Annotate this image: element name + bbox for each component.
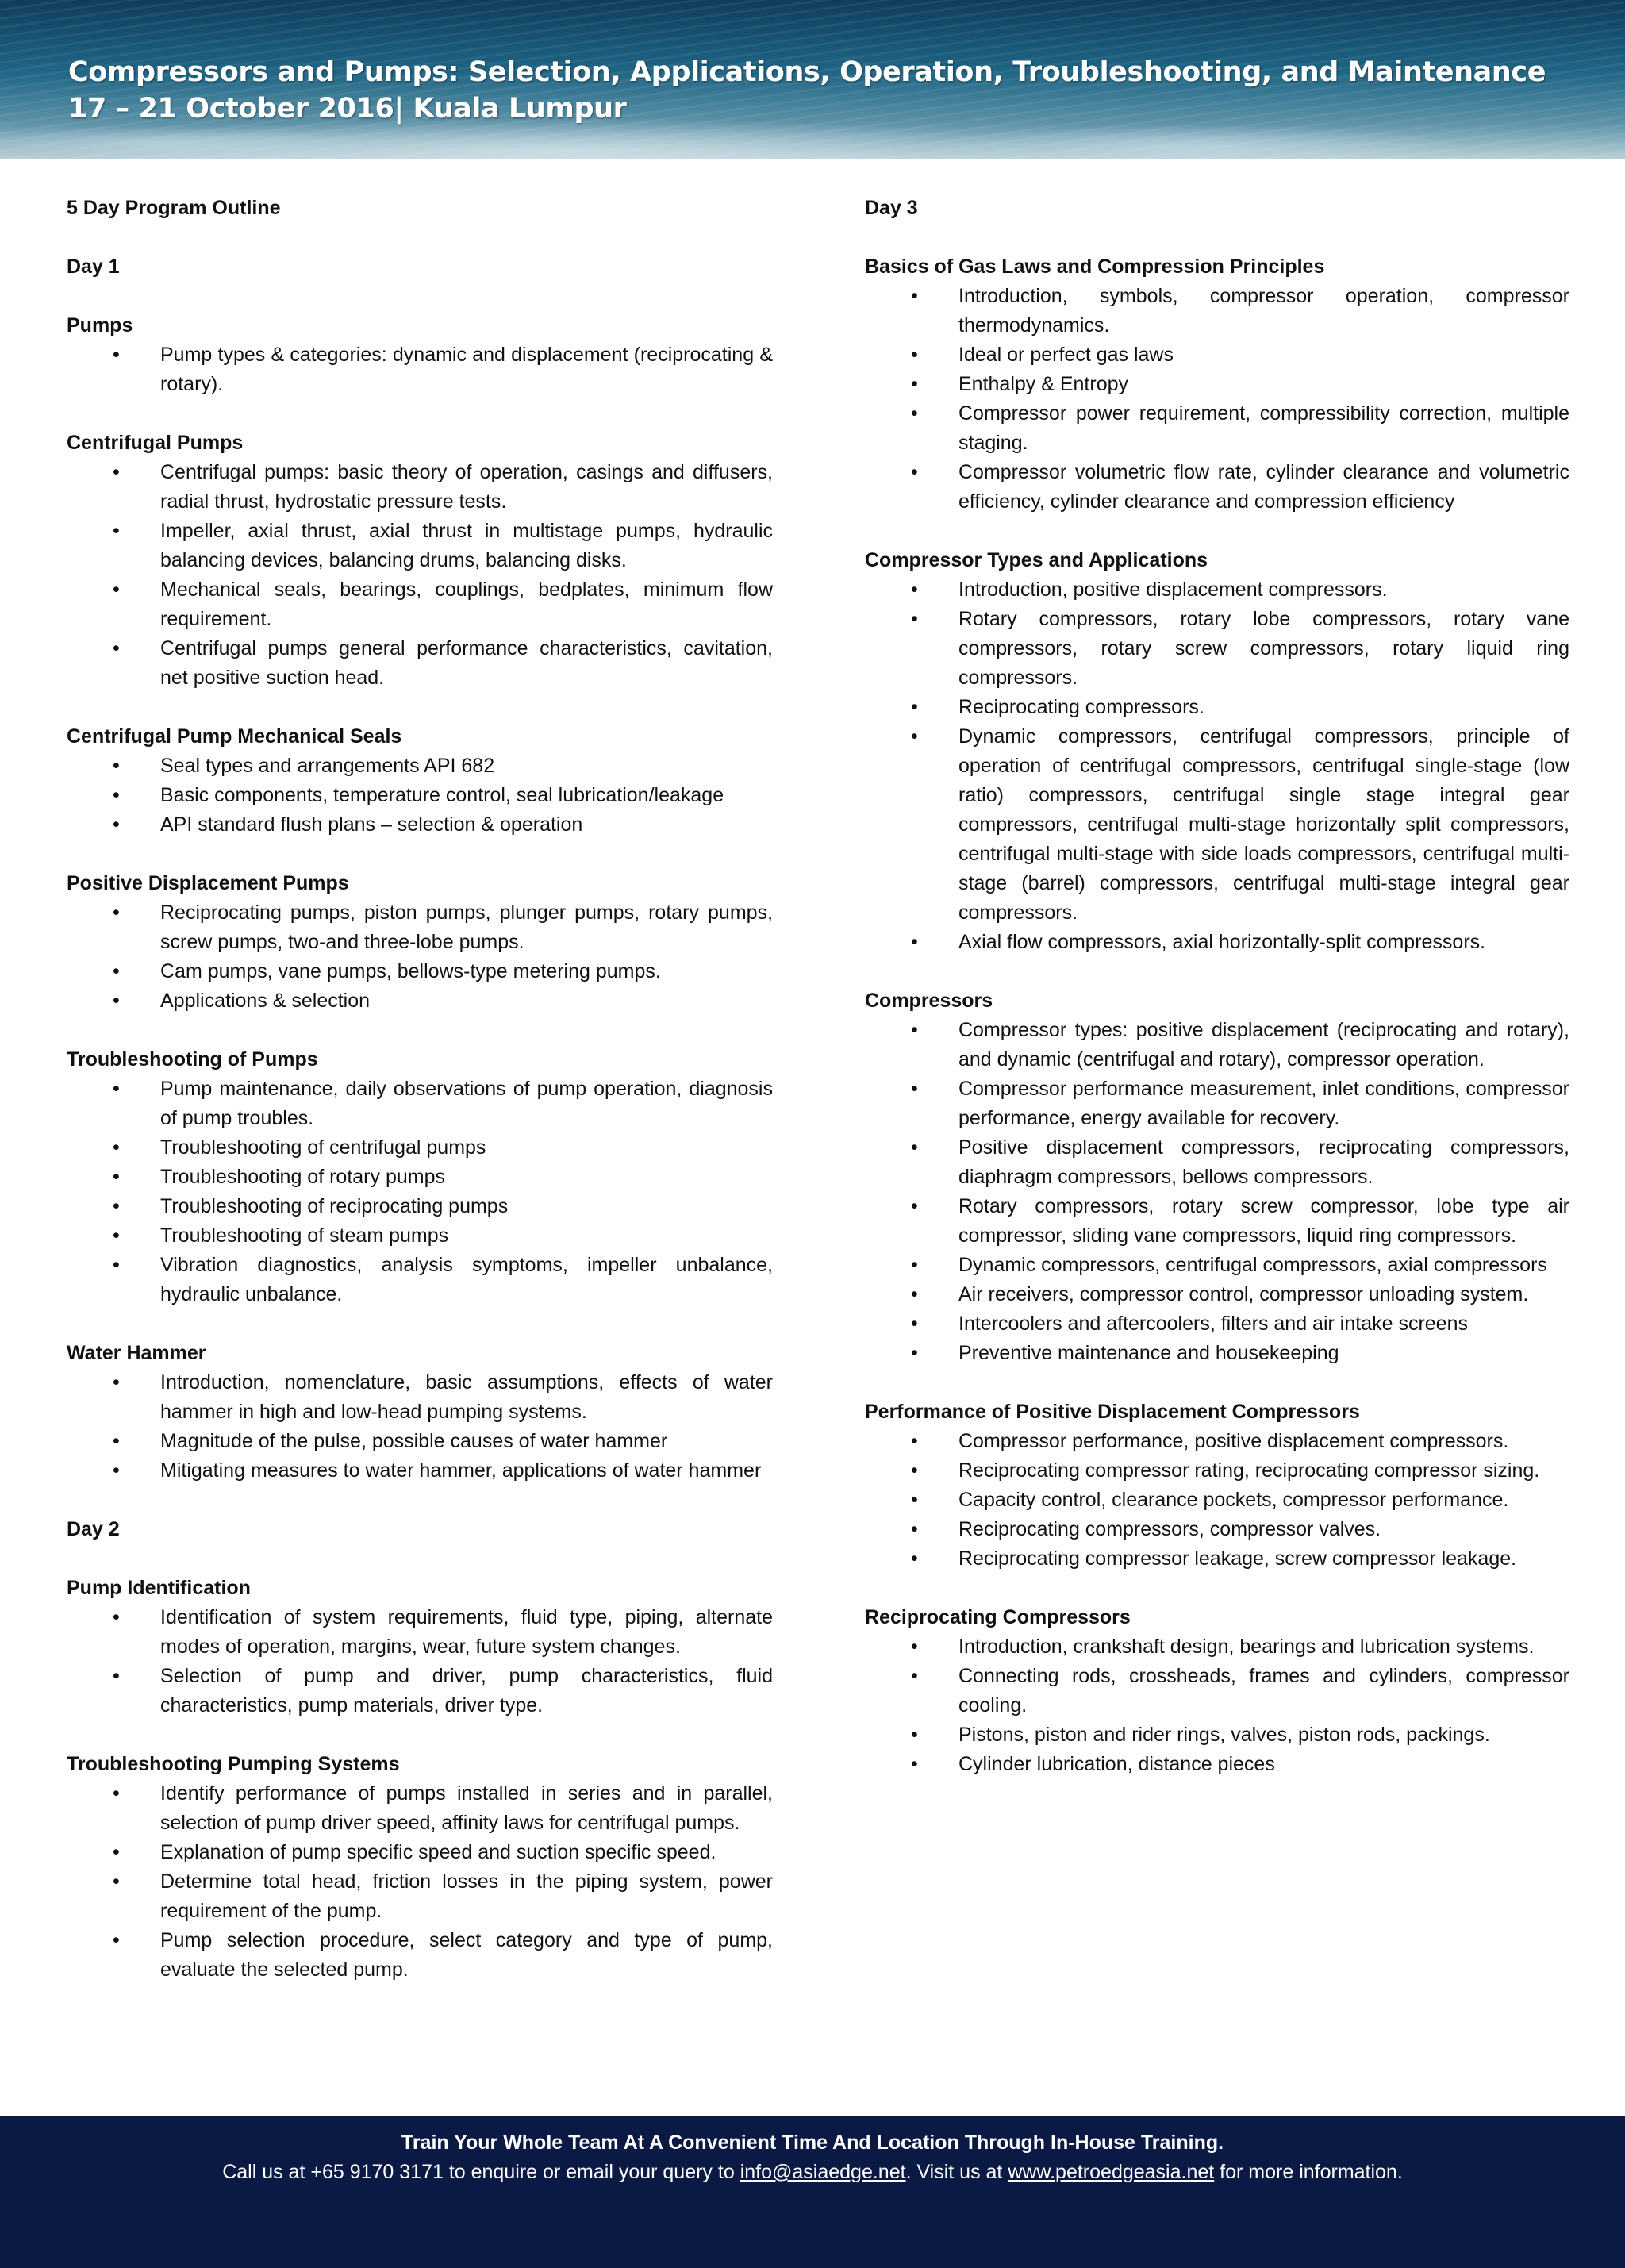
day-3-heading: Day 3 <box>865 197 918 219</box>
list-item-text: Troubleshooting of steam pumps <box>160 1224 449 1247</box>
bullet-list <box>67 898 773 1016</box>
bullet-icon: • <box>113 1254 120 1276</box>
bullet-icon: • <box>113 901 120 924</box>
bullet-list <box>67 340 773 399</box>
footer-call-text: Call us at +65 9170 3171 to enquire or email your query to <box>222 2161 740 2183</box>
list-item <box>865 1280 1569 1309</box>
section-heading: Positive Displacement Pumps <box>67 872 349 894</box>
list-item <box>67 634 773 693</box>
bullet-list <box>67 1368 773 1486</box>
list-item <box>865 1720 1569 1750</box>
list-item-text: Mechanical seals, bearings, couplings, bedplates, minimum flow requirement. <box>160 579 773 630</box>
bullet-icon: • <box>113 520 120 542</box>
list-item-text: Basic components, temperature control, seal lubrication/leakage <box>160 784 724 806</box>
list-item-text: Determine total head, friction losses in the piping system, power requirement of the pump. <box>160 1870 773 1922</box>
bullet-icon: • <box>113 1606 120 1628</box>
bullet-icon: • <box>911 373 918 395</box>
bullet-icon: • <box>113 1841 120 1863</box>
list-item <box>67 1838 773 1867</box>
list-item-text: Pump maintenance, daily observations of pump operation, diagnosis of pump troubles. <box>160 1078 773 1129</box>
bullet-icon: • <box>911 1136 918 1159</box>
list-item <box>67 986 773 1016</box>
bullet-icon: • <box>911 1342 918 1364</box>
bullet-icon: • <box>911 1518 918 1540</box>
list-item-text: Selection of pump and driver, pump characteristics, fluid characteristics, pump materials, driver type. <box>160 1665 773 1716</box>
list-item-text: Reciprocating pumps, piston pumps, plunger pumps, rotary pumps, screw pumps, two-and three-lobe pumps. <box>160 901 773 953</box>
list-item-text: Introduction, crankshaft design, bearings and lubrication systems. <box>958 1636 1535 1658</box>
bullet-list <box>67 752 773 840</box>
bullet-icon: • <box>113 637 120 659</box>
list-item-text: Identify performance of pumps installed in series and in parallel, selection of pump driver speed, affinity laws for centrifugal pumps. <box>160 1782 773 1834</box>
bullet-icon: • <box>113 579 120 601</box>
list-item <box>67 957 773 986</box>
bullet-list <box>865 575 1569 957</box>
bullet-icon: • <box>911 1459 918 1482</box>
bullet-icon: • <box>113 344 120 366</box>
list-item-text: Cam pumps, vane pumps, bellows-type metering pumps. <box>160 960 661 982</box>
bullet-icon: • <box>911 1254 918 1276</box>
bullet-icon: • <box>113 1136 120 1159</box>
section-heading: Reciprocating Compressors <box>865 1606 1131 1628</box>
list-item-text: API standard flush plans – selection & operation <box>160 813 583 836</box>
footer-visit-text: . Visit us at <box>905 2161 1008 2183</box>
right-column <box>865 194 1569 1779</box>
section-heading: Compressors <box>865 990 993 1012</box>
list-item-text: Ideal or perfect gas laws <box>958 344 1174 366</box>
list-item-text: Air receivers, compressor control, compressor unloading system. <box>958 1283 1529 1305</box>
list-item <box>865 693 1569 722</box>
list-item <box>865 458 1569 517</box>
list-item <box>67 1221 773 1251</box>
list-item-text: Axial flow compressors, axial horizontally-split compressors. <box>958 931 1486 953</box>
list-item <box>865 928 1569 957</box>
bullet-icon: • <box>113 1430 120 1452</box>
list-item-text: Troubleshooting of reciprocating pumps <box>160 1195 509 1217</box>
list-item <box>67 458 773 517</box>
bullet-icon: • <box>911 402 918 425</box>
list-item-text: Reciprocating compressors, compressor valves. <box>958 1518 1381 1540</box>
bullet-icon: • <box>113 1929 120 1951</box>
footer-tagline: Train Your Whole Team At A Convenient Time And Location Through In-House Training. <box>401 2132 1224 2154</box>
list-item <box>865 1074 1569 1133</box>
list-item-text: Applications & selection <box>160 990 371 1012</box>
list-item <box>865 370 1569 399</box>
list-item-text: Rotary compressors, rotary lobe compressors, rotary vane compressors, rotary screw compressors, rotary liquid ring compressors. <box>958 608 1569 689</box>
list-item-text: Capacity control, clearance pockets, compressor performance. <box>958 1489 1509 1511</box>
list-item-text: Reciprocating compressors. <box>958 696 1204 718</box>
bullet-list <box>865 1016 1569 1368</box>
bullet-icon: • <box>911 1724 918 1746</box>
list-item <box>865 1662 1569 1720</box>
list-item <box>865 1486 1569 1515</box>
list-item-text: Centrifugal pumps: basic theory of operation, casings and diffusers, radial thrust, hydrostatic pressure tests. <box>160 461 773 513</box>
website-link[interactable]: www.petroedgeasia.net <box>1008 2161 1215 2183</box>
list-item <box>865 605 1569 693</box>
section-heading: Troubleshooting of Pumps <box>67 1048 318 1071</box>
list-item-text: Centrifugal pumps general performance characteristics, cavitation, net positive suction head. <box>160 637 773 689</box>
list-item <box>67 1074 773 1133</box>
list-item-text: Pump selection procedure, select category and type of pump, evaluate the selected pump. <box>160 1929 773 1981</box>
list-item <box>865 575 1569 605</box>
list-item <box>865 1456 1569 1486</box>
day-1-heading: Day 1 <box>67 256 120 278</box>
list-item <box>67 517 773 575</box>
outline-title: 5 Day Program Outline <box>67 197 281 219</box>
list-item-text: Compressor power requirement, compressibility correction, multiple staging. <box>958 402 1569 454</box>
list-item <box>865 1632 1569 1662</box>
list-item-text: Introduction, nomenclature, basic assumptions, effects of water hammer in high and low-head pumping systems. <box>160 1371 773 1423</box>
bullet-icon: • <box>113 784 120 806</box>
section-heading: Pump Identification <box>67 1577 251 1599</box>
list-item-text: Reciprocating compressor leakage, screw compressor leakage. <box>958 1547 1517 1570</box>
section-heading: Centrifugal Pump Mechanical Seals <box>67 725 402 748</box>
list-item <box>67 1779 773 1838</box>
list-item <box>865 1544 1569 1574</box>
bullet-icon: • <box>113 1166 120 1188</box>
list-item-text: Pistons, piston and rider rings, valves, piston rods, packings. <box>958 1724 1490 1746</box>
bullet-list <box>67 1074 773 1309</box>
list-item-text: Compressor volumetric flow rate, cylinder clearance and volumetric efficiency, cylinder clearance and compression efficiency <box>958 461 1569 513</box>
bullet-icon: • <box>911 1078 918 1100</box>
bullet-icon: • <box>113 813 120 836</box>
list-item <box>67 1368 773 1427</box>
list-item <box>67 752 773 781</box>
bullet-icon: • <box>911 1489 918 1511</box>
bullet-list <box>865 282 1569 517</box>
list-item-text: Connecting rods, crossheads, frames and cylinders, compressor cooling. <box>958 1665 1569 1716</box>
list-item <box>865 1192 1569 1251</box>
list-item-text: Compressor types: positive displacement (reciprocating and rotary), and dynamic (centrifugal and rotary), compressor operation. <box>958 1019 1569 1071</box>
list-item <box>67 575 773 634</box>
bullet-icon: • <box>113 1224 120 1247</box>
list-item <box>865 1427 1569 1456</box>
list-item <box>865 1339 1569 1368</box>
list-item-text: Magnitude of the pulse, possible causes of water hammer <box>160 1430 668 1452</box>
list-item-text: Dynamic compressors, centrifugal compressors, principle of operation of centrifugal compressors, centrifugal single-stage (low ratio) compressors, centrifugal single stage integral gear compressors, centrifugal multi-stage horizontally split compressors, centrifugal multi-stage with side loads compressors, centrifugal multi-stage (barrel) compressors, centrifugal multi-stage integral gear compressors. <box>958 725 1569 924</box>
bullet-icon: • <box>113 1371 120 1393</box>
list-item <box>67 1926 773 1985</box>
bullet-icon: • <box>911 1547 918 1570</box>
section-heading: Pumps <box>67 314 133 336</box>
list-item-text: Dynamic compressors, centrifugal compressors, axial compressors <box>958 1254 1547 1276</box>
section-heading: Basics of Gas Laws and Compression Principles <box>865 256 1325 278</box>
course-title: Compressors and Pumps: Selection, Applications, Operation, Troubleshooting, and Maintenance <box>68 56 1546 88</box>
list-item-text: Reciprocating compressor rating, reciprocating compressor sizing. <box>958 1459 1540 1482</box>
bullet-icon: • <box>113 990 120 1012</box>
footer-contact <box>0 2158 1625 2187</box>
list-item <box>865 1251 1569 1280</box>
list-item <box>67 781 773 810</box>
bullet-icon: • <box>911 579 918 601</box>
list-item-text: Seal types and arrangements API 682 <box>160 755 495 777</box>
bullet-icon: • <box>113 1870 120 1893</box>
course-date-location: 17 – 21 October 2016| Kuala Lumpur <box>68 93 627 125</box>
list-item-text: Mitigating measures to water hammer, applications of water hammer <box>160 1459 762 1482</box>
list-item <box>67 1133 773 1163</box>
list-item <box>67 1192 773 1221</box>
list-item <box>67 1662 773 1720</box>
list-item <box>67 340 773 399</box>
bullet-icon: • <box>113 461 120 483</box>
list-item <box>67 1163 773 1192</box>
bullet-icon: • <box>911 725 918 748</box>
bullet-icon: • <box>911 461 918 483</box>
list-item-text: Positive displacement compressors, reciprocating compressors, diaphragm compressors, bellows compressors. <box>958 1136 1569 1188</box>
list-item-text: Rotary compressors, rotary screw compressor, lobe type air compressor, sliding vane compressors, liquid ring compressors. <box>958 1195 1569 1247</box>
bullet-list <box>67 458 773 693</box>
footer-end-text: for more information. <box>1214 2161 1403 2183</box>
section-heading: Troubleshooting Pumping Systems <box>67 1753 400 1775</box>
day-2-heading: Day 2 <box>67 1518 120 1540</box>
list-item-text: Preventive maintenance and housekeeping <box>958 1342 1339 1364</box>
left-column <box>67 194 773 1985</box>
list-item-text: Compressor performance measurement, inlet conditions, compressor performance, energy available for recovery. <box>958 1078 1569 1129</box>
bullet-icon: • <box>911 696 918 718</box>
list-item <box>865 282 1569 340</box>
bullet-icon: • <box>113 1665 120 1687</box>
bullet-icon: • <box>113 1078 120 1100</box>
list-item <box>67 898 773 957</box>
list-item-text: Vibration diagnostics, analysis symptoms, impeller unbalance, hydraulic unbalance. <box>160 1254 773 1305</box>
list-item-text: Identification of system requirements, fluid type, piping, alternate modes of operation, margins, wear, future system changes. <box>160 1606 773 1658</box>
section-heading: Centrifugal Pumps <box>67 432 244 454</box>
list-item <box>67 810 773 840</box>
section-heading: Water Hammer <box>67 1342 206 1364</box>
list-item <box>67 1251 773 1309</box>
bullet-icon: • <box>911 1636 918 1658</box>
bullet-icon: • <box>911 1665 918 1687</box>
bullet-icon: • <box>911 285 918 307</box>
bullet-icon: • <box>911 1195 918 1217</box>
list-item <box>865 340 1569 370</box>
list-item <box>67 1603 773 1662</box>
list-item-text: Impeller, axial thrust, axial thrust in multistage pumps, hydraulic balancing devices, balancing drums, balancing disks. <box>160 520 773 571</box>
list-item <box>67 1427 773 1456</box>
list-item-text: Intercoolers and aftercoolers, filters and air intake screens <box>958 1313 1468 1335</box>
header-banner <box>0 0 1625 159</box>
bullet-icon: • <box>113 1782 120 1805</box>
bullet-icon: • <box>911 931 918 953</box>
bullet-list <box>865 1427 1569 1574</box>
bullet-icon: • <box>911 1430 918 1452</box>
list-item-text: Troubleshooting of rotary pumps <box>160 1166 445 1188</box>
bullet-list <box>67 1779 773 1985</box>
list-item-text: Introduction, symbols, compressor operation, compressor thermodynamics. <box>958 285 1569 336</box>
list-item <box>67 1456 773 1486</box>
list-item <box>865 1750 1569 1779</box>
list-item-text: Pump types & categories: dynamic and displacement (reciprocating & rotary). <box>160 344 773 395</box>
list-item <box>865 1133 1569 1192</box>
list-item-text: Introduction, positive displacement compressors. <box>958 579 1388 601</box>
section-heading: Performance of Positive Displacement Compressors <box>865 1401 1360 1423</box>
bullet-icon: • <box>911 1283 918 1305</box>
bullet-list <box>67 1603 773 1720</box>
bullet-icon: • <box>113 1195 120 1217</box>
bullet-icon: • <box>911 1019 918 1041</box>
list-item <box>865 722 1569 928</box>
bullet-list <box>865 1632 1569 1779</box>
section-heading: Compressor Types and Applications <box>865 549 1208 571</box>
list-item <box>865 399 1569 458</box>
bullet-icon: • <box>911 344 918 366</box>
list-item-text: Troubleshooting of centrifugal pumps <box>160 1136 486 1159</box>
email-link[interactable]: info@asiaedge.net <box>740 2161 906 2183</box>
list-item-text: Explanation of pump specific speed and suction specific speed. <box>160 1841 716 1863</box>
list-item <box>865 1016 1569 1074</box>
bullet-icon: • <box>911 1753 918 1775</box>
list-item <box>67 1867 773 1926</box>
list-item <box>865 1309 1569 1339</box>
list-item-text: Compressor performance, positive displacement compressors. <box>958 1430 1509 1452</box>
list-item <box>865 1515 1569 1544</box>
bullet-icon: • <box>113 960 120 982</box>
footer-bar <box>0 2116 1625 2268</box>
list-item-text: Cylinder lubrication, distance pieces <box>958 1753 1275 1775</box>
bullet-icon: • <box>113 1459 120 1482</box>
bullet-icon: • <box>911 608 918 630</box>
bullet-icon: • <box>911 1313 918 1335</box>
bullet-icon: • <box>113 755 120 777</box>
list-item-text: Enthalpy & Entropy <box>958 373 1129 395</box>
